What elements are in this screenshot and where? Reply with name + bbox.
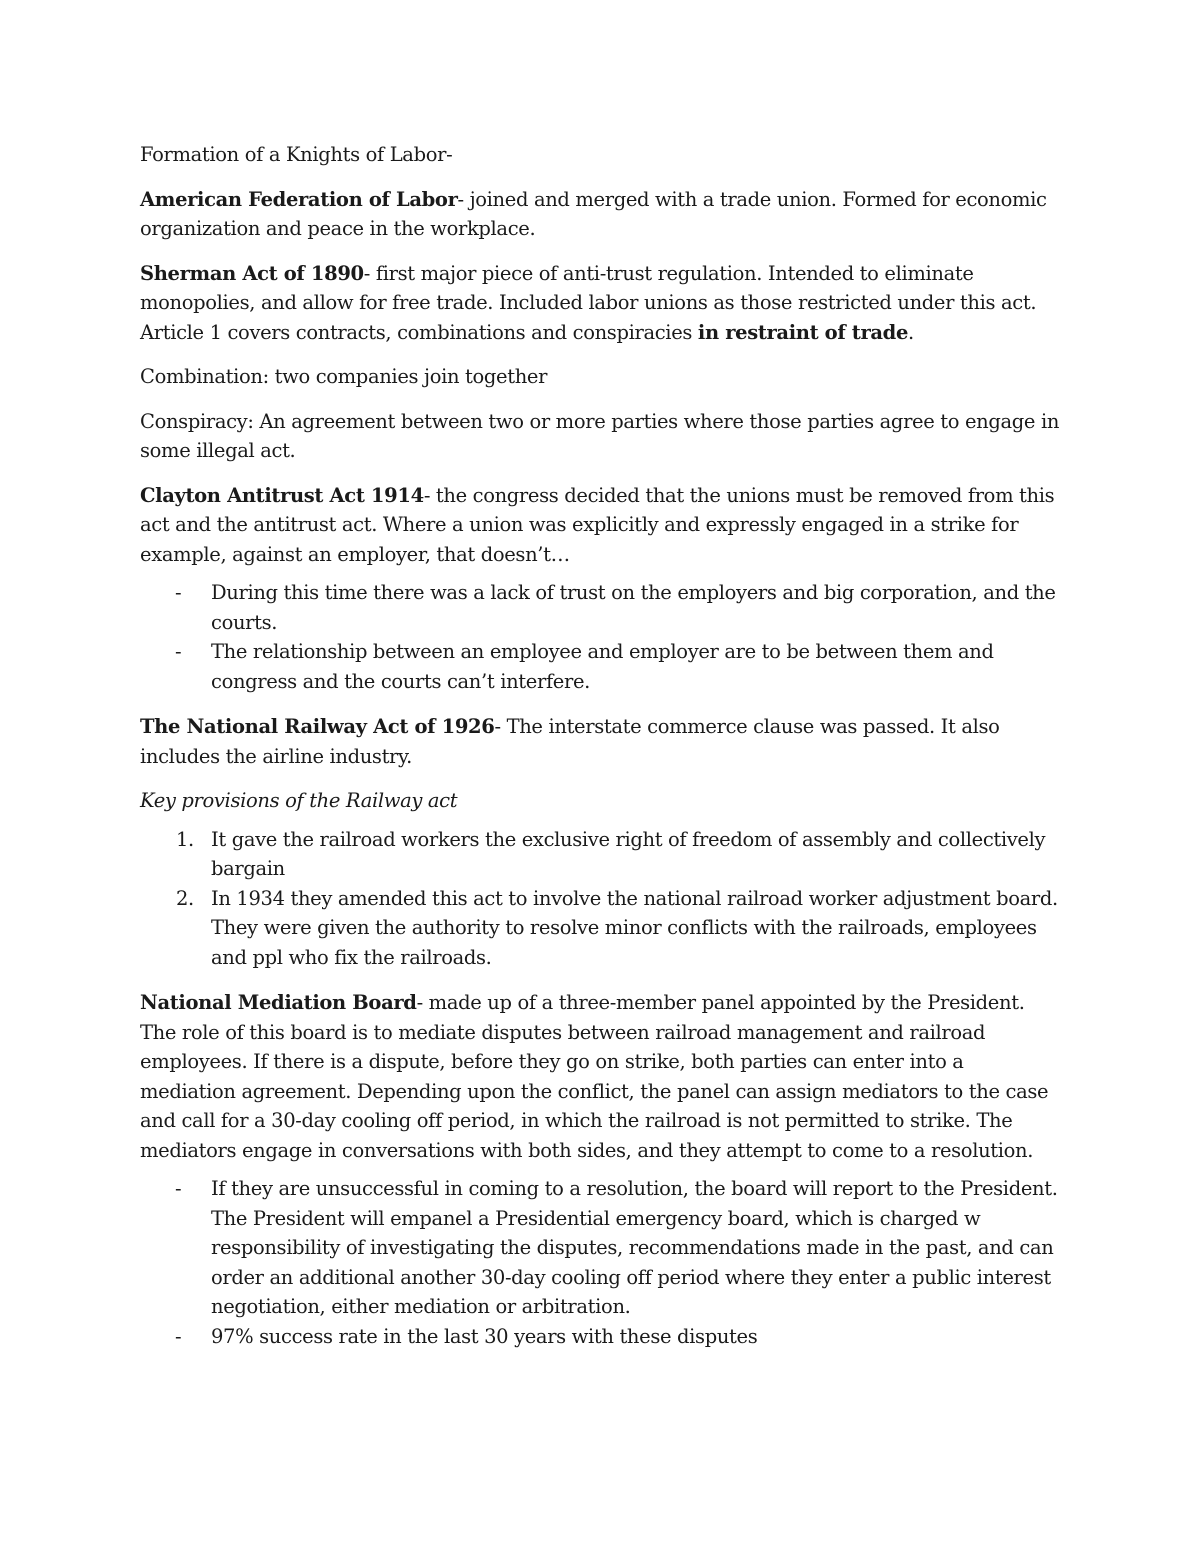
key-provisions-heading	[140, 786, 1065, 816]
key-provisions-heading-text: Key provisions of the Railway act	[140, 789, 458, 812]
clayton-bullet-list	[140, 578, 1065, 696]
list-item-text: The relationship between an employee and employer are to be between them and congress and the courts can’t interfere.	[211, 640, 994, 693]
sherman-emphasis: in restraint of trade	[697, 320, 909, 344]
list-item	[140, 1322, 1065, 1352]
railway-paragraph	[140, 712, 1065, 771]
title-line: Formation of a Knights of Labor-	[140, 143, 453, 166]
nmb-term: National Mediation Board	[140, 991, 417, 1014]
sherman-term: Sherman Act of 1890	[140, 261, 364, 285]
list-item	[140, 825, 1065, 884]
dash-marker: -	[175, 1177, 182, 1200]
sherman-text: - first major piece of anti-trust regulation. Intended to eliminate monopolies, and allow for free trade. Included labor unions as those restricted under this act. Article 1 covers contracts, combinations and conspiracies	[140, 261, 1037, 344]
nmb-text: - made up of a three-member panel appointed by the President. The role of this board is to mediate disputes between railroad management and railroad employees. If there is a dispute, before they go on strike, both parties can enter into a mediation agreement. Depending upon the conflict, the panel can assign mediators to the case and call for a 30-day cooling off period, in which the railroad is not permitted to strike. The mediators engage in conversations with both sides, and they attempt to come to a resolution.	[140, 991, 1049, 1162]
list-item-text: In 1934 they amended this act to involve the national railroad worker adjustment board. They were given the authority to resolve minor conflicts with the railroads, employees and ppl who fix the railroads.	[211, 886, 1058, 969]
clayton-paragraph	[140, 481, 1065, 570]
sherman-end: .	[908, 320, 914, 344]
list-item-text: It gave the railroad workers the exclusive right of freedom of assembly and collectively bargain	[211, 827, 1046, 880]
afl-term: American Federation of Labor	[140, 187, 458, 211]
clayton-term: Clayton Antitrust Act 1914	[140, 483, 424, 507]
document-page	[140, 140, 1065, 1367]
afl-text: - joined and merged with a trade union. Formed for economic organization and peace in the workplace.	[140, 187, 1047, 240]
sherman-paragraph	[140, 259, 1065, 348]
nmb-paragraph	[140, 988, 1065, 1165]
combination-definition: Combination: two companies join together	[140, 365, 548, 388]
clayton-text: - the congress decided that the unions must be removed from this act and the antitrust act. Where a union was explicitly and expressly engaged in a strike for example, against an employer, that doesn’t…	[140, 483, 1055, 566]
afl-paragraph	[140, 185, 1065, 244]
list-item	[140, 637, 1065, 696]
list-item	[140, 884, 1065, 973]
list-item-text: During this time there was a lack of trust on the employers and big corporation, and the courts.	[211, 581, 1056, 634]
key-provisions-list	[140, 825, 1065, 973]
dash-marker: -	[175, 640, 182, 663]
number-marker: 2.	[176, 886, 194, 910]
number-marker: 1.	[176, 827, 194, 851]
list-item	[140, 578, 1065, 637]
conspiracy-definition: Conspiracy: An agreement between two or more parties where those parties agree to engage in some illegal act.	[140, 409, 1060, 462]
nmb-bullet-list	[140, 1174, 1065, 1351]
list-item	[140, 1174, 1065, 1322]
dash-marker: -	[175, 581, 182, 604]
railway-term: The National Railway Act of 1926	[140, 715, 495, 738]
dash-marker: -	[175, 1324, 182, 1348]
railway-text: - The interstate commerce clause was passed. It also includes the airline industry.	[140, 715, 1000, 768]
list-item-text: If they are unsuccessful in coming to a resolution, the board will report to the President. The President will empanel a Presidential emergency board, which is charged w responsibility of investigating the disputes, recommendations made in the past, and can order an additional another 30-day cooling off period where they enter a public interest negotiation, either mediation or arbitration.	[211, 1177, 1058, 1318]
list-item-text: 97% success rate in the last 30 years with these disputes	[211, 1324, 758, 1348]
